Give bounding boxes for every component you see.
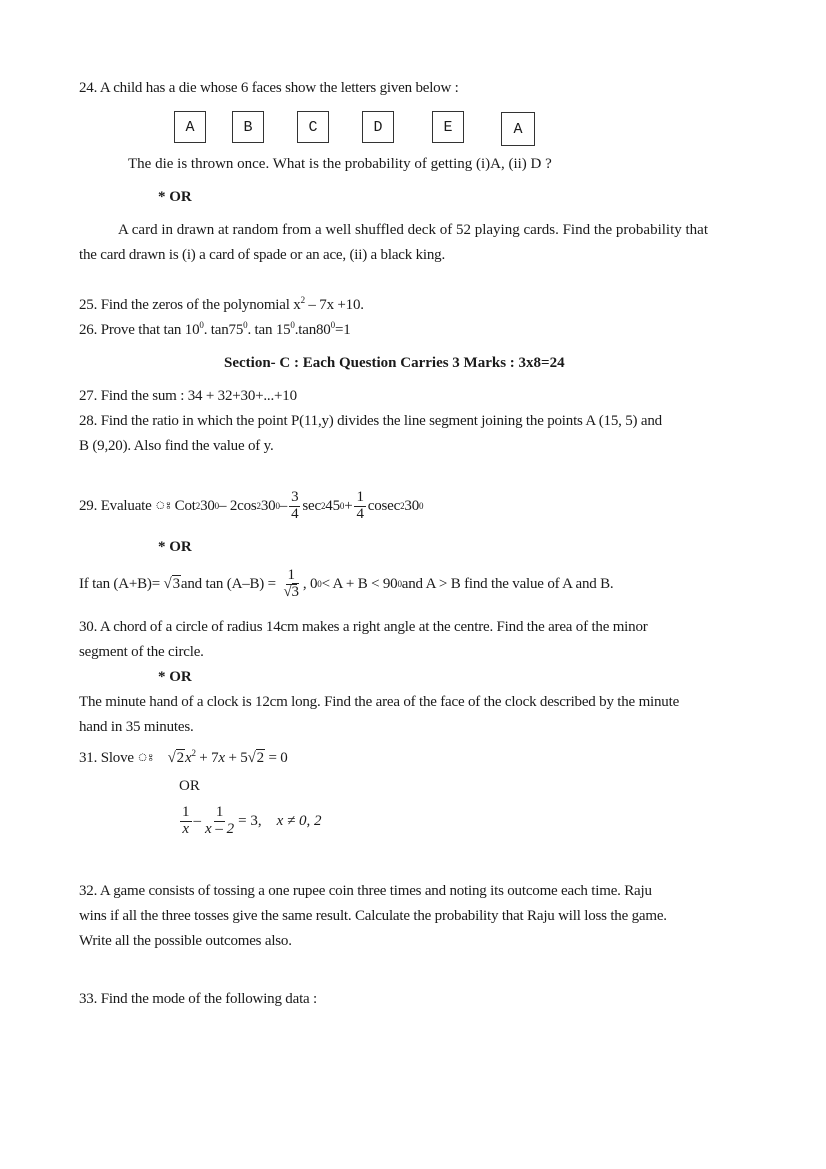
q32-line2: wins if all the three tosses give the same result. Calculate the probability that Raju will loss the game. — [79, 908, 667, 924]
q24-or: * OR — [158, 189, 192, 205]
q26: 26. Prove that $\tan 10^0$. $\tan 75^0$. $\tan 15^0.\tan 80^0=1$ — [79, 320, 351, 338]
q31-or: OR — [179, 778, 200, 794]
q30-line1: 30. A chord of a circle of radius 14cm makes a right angle at the centre. Find the area of the minor — [79, 619, 648, 635]
q33: 33. Find the mode of the following data : — [79, 991, 318, 1007]
q28-line2: B (9,20). Also find the value of y. — [79, 438, 274, 454]
q24-intro: 24. A child has a die whose 6 faces show the letters given below : — [79, 80, 459, 96]
die-face-4: D — [362, 111, 394, 143]
die-face-3: C — [297, 111, 329, 143]
q24-question: The die is thrown once. What is the probability of getting (i)A, (ii) D ? — [128, 156, 552, 172]
die-face-2: B — [232, 111, 264, 143]
q29-alt: If tan (A+B)= √3 and tan (A–B) = $\frac{1}{√3}$ , 0 0 < A + B < 90 0 and A > B find the value of A and B. — [79, 567, 614, 600]
q31-alt-equation: $\frac{1}{x}$ – $\frac{1}{x - 2}$ = 3, x ≠ 0, 2 — [182, 804, 322, 837]
q25 — [79, 297, 364, 314]
colon-icon: ঃ — [137, 752, 154, 764]
q30-or: * OR — [158, 669, 192, 685]
sqrt-2: √2 — [167, 750, 184, 766]
colon-icon: ঃ — [155, 499, 172, 512]
sqrt-3: √3 — [163, 575, 180, 592]
die-face-5: E — [432, 111, 464, 143]
fraction-1-sqrt3: $\frac{1}{√3}$ — [283, 567, 299, 600]
q25-polynomial: $x^2 - 7x +10$. — [293, 295, 364, 313]
q29-or: * OR — [158, 539, 192, 555]
q25-prefix: 25. Find the zeros of the polynomial — [79, 297, 290, 313]
fraction-1-4: $\frac{1}{4}$ — [356, 489, 364, 522]
q32-line3: Write all the possible outcomes also. — [79, 933, 292, 949]
q32-line1: 32. A game consists of tossing a one rupee coin three times and noting its outcome each time. Raju — [79, 883, 652, 899]
die-face-1: A — [174, 111, 206, 143]
q30-alt-line1: The minute hand of a clock is 12cm long. Find the area of the face of the clock described by the minute — [79, 694, 680, 710]
q30-alt-line2: hand in 35 minutes. — [79, 719, 194, 735]
q29: 29. Evaluate ঃ Cot 2 30 0 – 2cos 2 30 0 – $\frac{3}{4}$ sec 2 45 0 + $\frac{1}{4}$ cosec 2 30 0 — [79, 489, 424, 522]
fraction-3-4: $\frac{3}{4}$ — [291, 489, 299, 522]
die-face-6: A — [501, 112, 535, 146]
q28-line1: 28. Find the ratio in which the point P(11,y) divides the line segment joining the points A (15, 5) and — [79, 413, 662, 429]
section-c-heading: Section- C : Each Question Carries 3 Marks : 3x8=24 — [224, 355, 565, 371]
q31: 31. Slove ঃ $√2x^2 + 7x + 5√2 = 0$ — [79, 748, 288, 766]
q24-alt-line1: A card in drawn at random from a well shuffled deck of 52 playing cards. Find the probability that — [118, 222, 708, 238]
q27: 27. Find the sum : 34 + 32+30+...+10 — [79, 388, 297, 404]
q30-line2: segment of the circle. — [79, 644, 204, 660]
q24-alt-line2: the card drawn is (i) a card of spade or an ace, (ii) a black king. — [79, 247, 446, 263]
